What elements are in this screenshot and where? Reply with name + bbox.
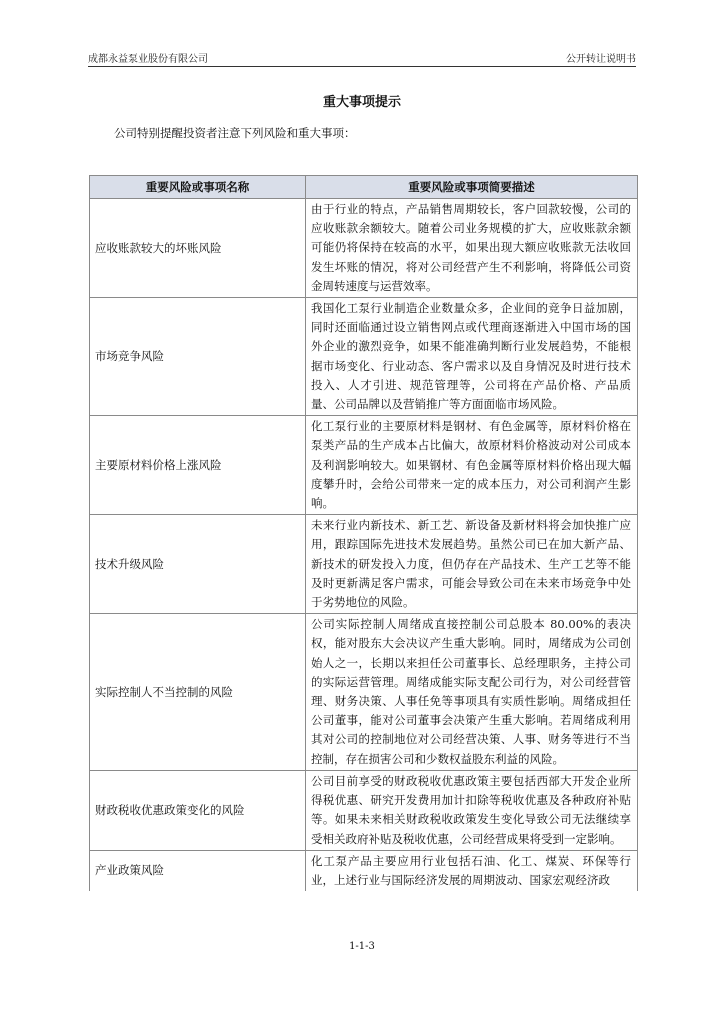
risk-description: 公司实际控制人周绪成直接控制公司总股本 80.00%的表决权，能对股东大会决议产生重大影响。同时，周绪成为公司创始人之一，长期以来担任公司董事长、总经理职务，主持公司的实际运营管理。周绪成能实际支配公司行为，对公司经营管理、财务决策、人事任免等事项具有实质性影响。周绪成担任公司董事，能对公司董事会决策产生重大影响。若周绪成利用其对公司的控制地位对公司经营决策、人事、财务等进行不当控制，存在损害公司和少数权益股东利益的风险。: [306, 614, 638, 771]
risk-table: [89, 175, 638, 891]
risk-description: 公司目前享受的财政税收优惠政策主要包括西部大开发企业所得税优惠、研究开发费用加计扣除等税收优惠及各种政府补贴等。如果未来相关财政税收政策发生变化导致公司无法继续享受相关政府补贴及税收优惠，公司经营成果将受到一定影响。: [306, 770, 638, 850]
table-row: [90, 770, 638, 850]
risk-description: 我国化工泵行业制造企业数量众多，企业间的竞争日益加剧，同时还面临通过设立销售网点或代理商逐渐进入中国市场的国外企业的激烈竞争，如果不能准确判断行业发展趋势，不能根据市场变化、行业动态、客户需求以及自身情况及时进行技术投入、人才引进、规范管理等，公司将在产品价格、产品质量、公司品牌以及营销推广等方面面临市场风险。: [306, 298, 638, 416]
column-header-name: 重要风险或事项名称: [90, 176, 306, 199]
table-row: [90, 515, 638, 614]
risk-name: 主要原材料价格上涨风险: [90, 416, 306, 515]
page-title: 重大事项提示: [322, 95, 401, 110]
risk-description: 化工泵产品主要应用行业包括石油、化工、煤炭、环保等行业，上述行业与国际经济发展的周期波动、国家宏观经济政: [306, 850, 638, 891]
table-row: [90, 416, 638, 515]
risk-name: 市场竞争风险: [90, 298, 306, 416]
risk-description: 未来行业内新技术、新工艺、新设备及新材料将会加快推广应用，跟踪国际先进技术发展趋势。虽然公司已在加大新产品、新技术的研发投入力度，但仍存在产品技术、生产工艺等不能及时更新满足客户需求，可能会导致公司在未来市场竞争中处于劣势地位的风险。: [306, 515, 638, 614]
risk-description: 由于行业的特点，产品销售周期较长，客户回款较慢，公司的应收账款余额较大。随着公司业务规模的扩大，应收账款余额可能仍将保持在较高的水平，如果出现大额应收账款无法收回发生坏账的情况，将对公司经营产生不利影响，将降低公司资金周转速度与运营效率。: [306, 199, 638, 298]
risk-name: 应收账款较大的坏账风险: [90, 199, 306, 298]
risk-description: 化工泵行业的主要原材料是钢材、有色金属等，原材料价格在泵类产品的生产成本占比偏大，故原材料价格波动对公司成本及利润影响较大。如果钢材、有色金属等原材料价格出现大幅度攀升时，会给公司带来一定的成本压力，对公司利润产生影响。: [306, 416, 638, 515]
table-header-row: [90, 176, 638, 199]
risk-name: 技术升级风险: [90, 515, 306, 614]
risk-name: 实际控制人不当控制的风险: [90, 614, 306, 771]
header-document-type: 公开转让说明书: [566, 54, 636, 65]
table-row: [90, 199, 638, 298]
page-number: 1-1-3: [349, 941, 375, 952]
column-header-description: 重要风险或事项简要描述: [306, 176, 638, 199]
table-row: [90, 614, 638, 771]
table-row: [90, 850, 638, 891]
header-company-name: 成都永益泵业股份有限公司: [88, 54, 208, 65]
table-row: [90, 298, 638, 416]
intro-paragraph: 公司特别提醒投资者注意下列风险和重大事项：: [114, 126, 356, 140]
risk-name: 产业政策风险: [90, 850, 306, 891]
header-divider: [88, 66, 636, 67]
risk-name: 财政税收优惠政策变化的风险: [90, 770, 306, 850]
